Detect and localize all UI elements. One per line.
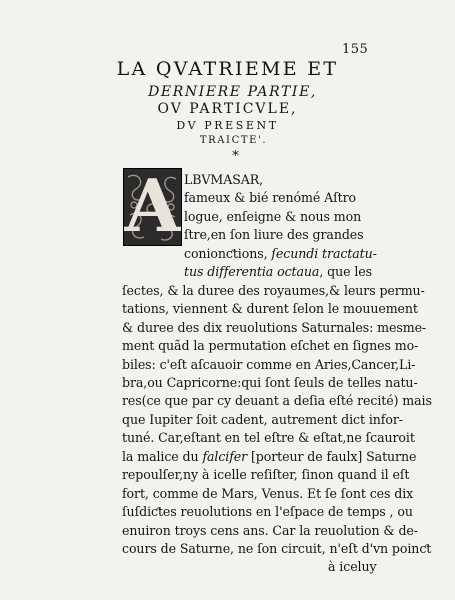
italic-text: tus differentia octaua <box>184 264 320 280</box>
text-line <box>122 541 431 557</box>
roman-text: [porteur de faulx] Saturne <box>247 448 417 464</box>
subtitle-line-2: OV PARTICVLE, <box>157 101 298 117</box>
text-line <box>122 301 418 317</box>
roman-text: tuné. Car,eſtant en tel eſtre & eſtat,ne ſcauroit <box>122 430 415 446</box>
roman-text: res(ce que par cy deuant a deſia eſté recité) mais <box>122 393 432 409</box>
text-line <box>184 246 377 262</box>
text-line <box>122 283 425 299</box>
roman-text: ſectes, & la duree des royaumes,& leurs permu- <box>122 282 425 298</box>
subtitle-line-4: TRAICTE'. <box>199 135 268 146</box>
roman-text: logue, enſeigne & nous mon <box>184 208 362 224</box>
decorated-initial-letter <box>123 168 182 246</box>
text-line <box>122 357 415 373</box>
text-line <box>122 393 432 409</box>
text-line <box>184 227 364 243</box>
roman-text: biles: c'eſt aſcauoir comme en Aries,Cancer,Li- <box>122 356 416 372</box>
text-line <box>122 467 409 483</box>
text-line <box>122 320 426 336</box>
roman-text: bra,ou Capricorne:qui ſont ſeuls de telles natu- <box>122 374 418 390</box>
subtitle-line-1: DERNIERE PARTIE, <box>148 84 317 100</box>
roman-text: fort, comme de Mars, Venus. Et ſe ſont ces dix <box>122 485 414 501</box>
asterisk-ornament: * <box>232 149 239 164</box>
italic-text: ſecundi tractatu- <box>271 245 377 261</box>
roman-text: ſtre,en ſon liure des grandes <box>184 227 364 243</box>
text-line <box>122 412 403 428</box>
initial-A: A <box>124 168 181 246</box>
text-line <box>122 375 418 391</box>
subtitle-line-3: DV PRESENT <box>176 119 279 132</box>
roman-text: ſuſdiƈtes reuolutions en l'eſpace de temps , ou <box>122 504 413 520</box>
roman-text: fameux & bié renómé Aſtro <box>184 190 357 206</box>
text-line <box>122 430 415 446</box>
text-line <box>184 172 263 188</box>
roman-text: la malice du <box>122 448 203 464</box>
roman-text: que Iupiter ſoit cadent, autrement dict infor- <box>122 411 403 427</box>
text-line <box>122 486 413 502</box>
page-number: 155 <box>342 42 369 57</box>
roman-text: enuiron troys cens ans. Car la reuolution & de- <box>122 522 418 538</box>
roman-text: , que les <box>319 264 372 280</box>
text-line <box>184 264 372 280</box>
roman-text: ment quãd la permutation eſchet en ſignes mo- <box>122 338 419 354</box>
text-line <box>184 190 356 206</box>
italic-text: falcifer <box>202 448 248 464</box>
roman-text: cours de Saturne, ne ſon circuit, n'eſt d'vn poinƈt <box>122 541 432 556</box>
text-line <box>328 559 377 575</box>
roman-text: à iceluy <box>328 559 377 575</box>
text-line <box>184 209 361 225</box>
text-line <box>122 504 413 520</box>
text-line <box>122 523 418 539</box>
text-line <box>122 338 418 354</box>
text-line <box>122 449 416 465</box>
roman-text: LBVMASAR, <box>184 172 264 187</box>
roman-text: & duree des dix reuolutions Saturnales: mesme- <box>122 319 427 335</box>
roman-text: tations, viennent & durent ſelon le mouuement <box>122 301 418 317</box>
roman-text: conionƈtions, <box>184 245 272 261</box>
roman-text: repoulſer,ny à icelle reſiſter, ſinon quand il eſt <box>122 467 410 483</box>
chapter-title: LA QVATRIEME ET <box>116 58 339 80</box>
